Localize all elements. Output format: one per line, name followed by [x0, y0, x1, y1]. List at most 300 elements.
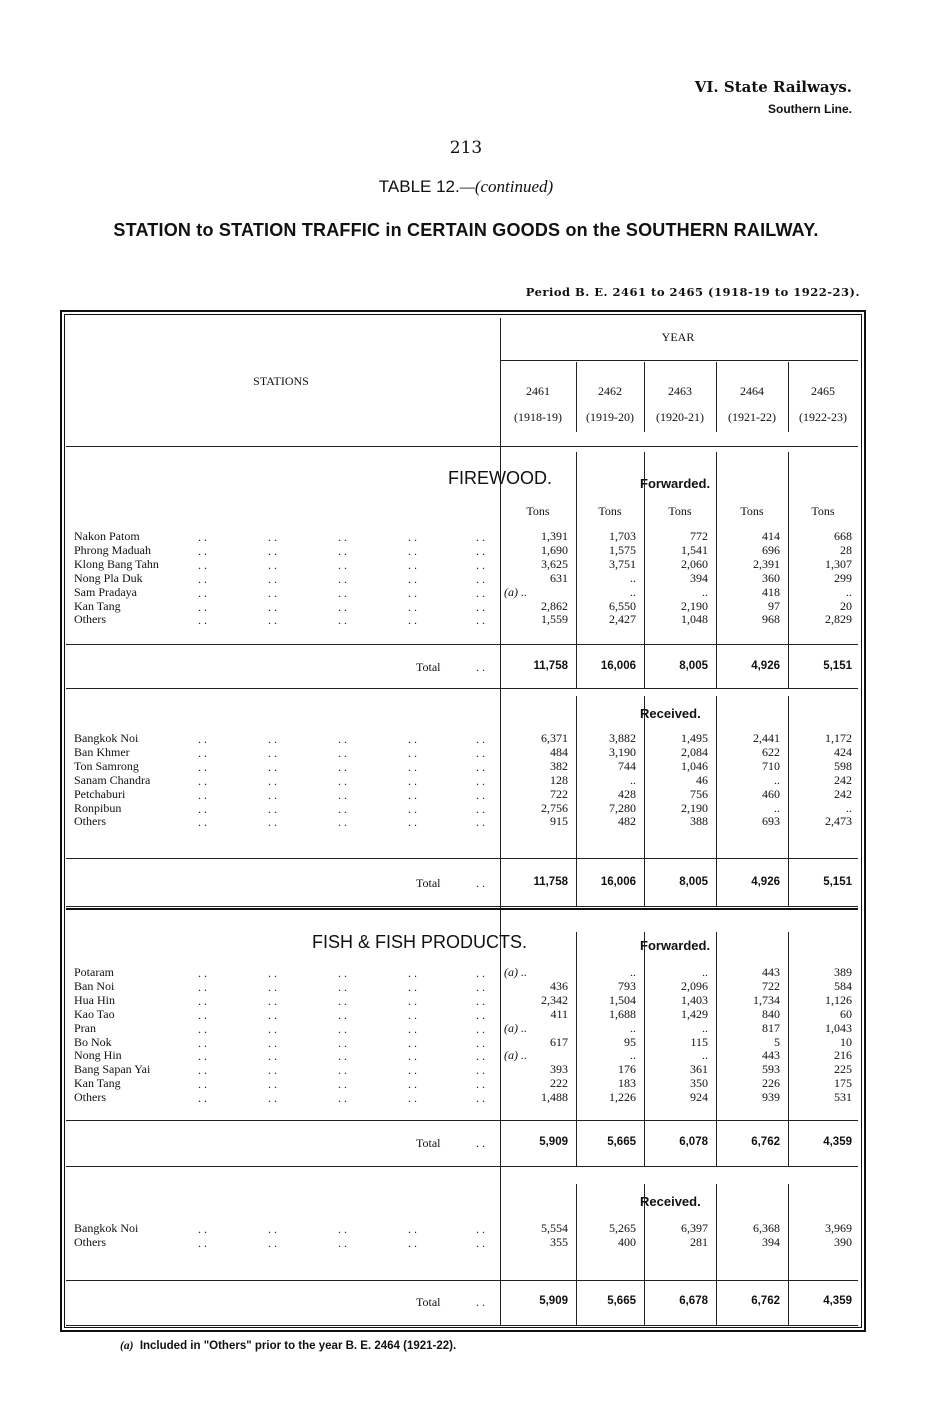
station-name: Sam Pradaya	[74, 584, 137, 599]
running-header	[695, 78, 852, 116]
table-cell: 424	[834, 744, 852, 759]
table-cell: 5,554	[541, 1221, 568, 1235]
table-cell: 2,441	[753, 731, 780, 745]
leader-dots: . .	[338, 557, 347, 572]
row-rule	[66, 1166, 858, 1167]
column-rule	[576, 362, 577, 432]
year-ad-2465: (1922-23)	[799, 410, 847, 424]
table-cell: 2,342	[541, 992, 568, 1007]
leader-dots: . .	[268, 1049, 277, 1064]
footnote	[120, 1340, 456, 1352]
table-cell: 6,550	[609, 598, 636, 613]
column-rule	[644, 362, 645, 432]
year-2463: 2463	[668, 384, 692, 398]
leader-dots: . .	[198, 966, 207, 980]
leader-dots: . .	[408, 1063, 417, 1078]
leader-dots: . .	[198, 1049, 207, 1064]
table-cell: 360	[762, 570, 780, 585]
row-rule	[66, 446, 858, 447]
station-name: Ban Noi	[74, 978, 115, 993]
table-cell: ..	[630, 1048, 636, 1063]
total-cell: 8,005	[679, 876, 708, 888]
leader-dots: . .	[476, 543, 485, 558]
total-cell: 16,006	[600, 876, 636, 888]
leader-dots: . .	[408, 599, 417, 614]
note-mark: (a) ..	[504, 1048, 527, 1063]
total-cell: 8,005	[679, 660, 708, 672]
leader-dots: . .	[338, 745, 347, 760]
leader-dots: . .	[268, 745, 277, 760]
station-name: Others	[74, 612, 106, 627]
leader-dots: . .	[476, 876, 485, 890]
row-rule	[66, 644, 858, 645]
table-cell: 361	[690, 1062, 708, 1077]
leader-dots: . .	[198, 613, 207, 628]
table-cell: 382	[550, 758, 568, 773]
table-cell: ..	[702, 965, 708, 979]
row-rule	[66, 908, 858, 910]
station-name: Bang Sapan Yai	[74, 1062, 151, 1077]
table-cell: 460	[762, 786, 780, 801]
leader-dots: . .	[338, 732, 347, 746]
year-2462: 2462	[598, 384, 622, 398]
table-cell: 1,495	[681, 731, 708, 745]
table-cell: 793	[618, 978, 636, 993]
leader-dots: . .	[476, 1035, 485, 1050]
total-cell: 16,006	[600, 660, 636, 672]
leader-dots: . .	[198, 787, 207, 802]
table-cell: 2,190	[681, 598, 708, 613]
table-cell: 443	[762, 965, 780, 979]
station-name: Ban Khmer	[74, 744, 130, 759]
leader-dots: . .	[408, 613, 417, 628]
leader-dots: . .	[198, 530, 207, 544]
table-cell: 175	[834, 1076, 852, 1091]
total-cell: 6,762	[751, 1136, 780, 1148]
table-cell: 226	[762, 1076, 780, 1091]
table-cell: 1,504	[609, 992, 636, 1007]
leader-dots: . .	[338, 599, 347, 614]
note-mark: (a) ..	[504, 965, 527, 979]
leader-dots: . .	[476, 557, 485, 572]
station-name: Hua Hin	[74, 992, 115, 1007]
row-rule	[500, 360, 858, 361]
leader-dots: . .	[338, 530, 347, 544]
table-cell: 299	[834, 570, 852, 585]
firewood-section-title: FIREWOOD.	[448, 468, 552, 488]
table-cell: 1,703	[609, 529, 636, 543]
leader-dots: . .	[338, 1077, 347, 1092]
stations-header: STATIONS	[253, 374, 309, 388]
leader-dots: . .	[338, 1091, 347, 1106]
table-cell: 1,575	[609, 542, 636, 557]
leader-dots: . .	[408, 1021, 417, 1036]
leader-dots: . .	[338, 1063, 347, 1078]
leader-dots: . .	[268, 1007, 277, 1022]
leader-dots: . .	[198, 993, 207, 1008]
table-cell: 1,541	[681, 542, 708, 557]
table-cell: 598	[834, 758, 852, 773]
table-cell: 744	[618, 758, 636, 773]
leader-dots: . .	[338, 815, 347, 830]
table-cell: 1,488	[541, 1090, 568, 1105]
table-cell: 531	[834, 1090, 852, 1105]
leader-dots: . .	[268, 599, 277, 614]
leader-dots: . .	[268, 585, 277, 600]
table-cell: 28	[840, 542, 852, 557]
table-cell: 60	[840, 1006, 852, 1021]
unit-label: Tons	[526, 504, 550, 518]
table-cell: 2,096	[681, 978, 708, 993]
leader-dots: . .	[408, 966, 417, 980]
footnote-mark: (a)	[120, 1340, 134, 1352]
firewood-forwarded-label: Forwarded.	[640, 476, 711, 491]
table-cell: 1,172	[825, 731, 852, 745]
leader-dots: . .	[198, 759, 207, 774]
leader-dots: . .	[476, 745, 485, 760]
station-name: Bo Nok	[74, 1034, 112, 1049]
table-cell: 1,690	[541, 542, 568, 557]
table-cell: 2,391	[753, 556, 780, 571]
station-name: Sanam Chandra	[74, 772, 151, 787]
leader-dots: . .	[198, 801, 207, 816]
total-label: Total	[416, 876, 441, 890]
table-cell: 10	[840, 1034, 852, 1049]
leader-dots: . .	[476, 599, 485, 614]
column-rule	[716, 932, 717, 1166]
table-cell: 840	[762, 1006, 780, 1021]
table-cell: 1,043	[825, 1020, 852, 1035]
table-cell: 216	[834, 1048, 852, 1063]
leader-dots: . .	[268, 1222, 277, 1236]
table-cell: 418	[762, 584, 780, 599]
period-line: Period B. E. 2461 to 2465 (1918-19 to 1922-23).	[525, 285, 860, 299]
table-cell: 394	[762, 1234, 780, 1249]
footnote-text: Included in "Others" prior to the year B. E. 2464 (1921-22).	[139, 1340, 457, 1352]
table-cell: 6,368	[753, 1221, 780, 1235]
table-cell: 389	[834, 965, 852, 979]
leader-dots: . .	[476, 732, 485, 746]
table-cell: 2,084	[681, 744, 708, 759]
table-cell: 388	[690, 814, 708, 829]
leader-dots: . .	[408, 585, 417, 600]
table-cell: 668	[834, 529, 852, 543]
column-rule	[788, 362, 789, 432]
leader-dots: . .	[198, 1077, 207, 1092]
leader-dots: . .	[268, 557, 277, 572]
table-cell: 1,403	[681, 992, 708, 1007]
table-cell: 95	[624, 1034, 636, 1049]
leader-dots: . .	[408, 1235, 417, 1250]
unit-label: Tons	[668, 504, 692, 518]
leader-dots: . .	[408, 1077, 417, 1092]
year-2465: 2465	[811, 384, 835, 398]
table-cell: 617	[550, 1034, 568, 1049]
station-name: Kan Tang	[74, 598, 121, 613]
table-cell: ..	[630, 1020, 636, 1035]
station-name: Ronpibun	[74, 800, 122, 815]
leader-dots: . .	[338, 773, 347, 788]
leader-dots: . .	[198, 1235, 207, 1250]
leader-dots: . .	[338, 759, 347, 774]
leader-dots: . .	[198, 745, 207, 760]
leader-dots: . .	[338, 1007, 347, 1022]
table-cell: 2,862	[541, 598, 568, 613]
firewood-received-label: Received.	[640, 706, 701, 721]
table-cell: 393	[550, 1062, 568, 1077]
table-cell: ..	[702, 1048, 708, 1063]
total-cell: 5,909	[539, 1136, 568, 1148]
year-ad-2463: (1920-21)	[656, 410, 704, 424]
table-cell: 428	[618, 786, 636, 801]
station-name: Bangkok Noi	[74, 731, 139, 745]
total-cell: 11,758	[533, 660, 568, 672]
leader-dots: . .	[338, 801, 347, 816]
leader-dots: . .	[476, 801, 485, 816]
leader-dots: . .	[476, 787, 485, 802]
total-cell: 5,151	[823, 660, 852, 672]
table-cell: 817	[762, 1020, 780, 1035]
leader-dots: . .	[408, 543, 417, 558]
leader-dots: . .	[268, 815, 277, 830]
table-cell: 722	[550, 786, 568, 801]
table-cell: 436	[550, 978, 568, 993]
table-cell: 400	[618, 1234, 636, 1249]
table-cell: 593	[762, 1062, 780, 1077]
station-name: Kan Tang	[74, 1076, 121, 1091]
total-label: Total	[416, 1295, 441, 1309]
leader-dots: . .	[198, 1007, 207, 1022]
leader-dots: . .	[268, 1035, 277, 1050]
table-cell: 6,397	[681, 1221, 708, 1235]
leader-dots: . .	[268, 993, 277, 1008]
year-header: YEAR	[661, 330, 695, 344]
year-2461: 2461	[526, 384, 550, 398]
table-cell: ..	[774, 772, 780, 787]
leader-dots: . .	[338, 979, 347, 994]
leader-dots: . .	[268, 773, 277, 788]
leader-dots: . .	[338, 1235, 347, 1250]
station-name: Others	[74, 814, 106, 829]
leader-dots: . .	[198, 543, 207, 558]
year-ad-2464: (1921-22)	[728, 410, 776, 424]
table-cell: 1,688	[609, 1006, 636, 1021]
column-rule	[576, 1184, 577, 1325]
leader-dots: . .	[408, 815, 417, 830]
leader-dots: . .	[268, 979, 277, 994]
table-continued: —(continued)	[459, 177, 554, 196]
total-cell: 4,359	[823, 1136, 852, 1148]
table-cell: 2,756	[541, 800, 568, 815]
leader-dots: . .	[476, 1021, 485, 1036]
table-cell: 1,126	[825, 992, 852, 1007]
leader-dots: . .	[268, 543, 277, 558]
leader-dots: . .	[268, 787, 277, 802]
leader-dots: . .	[476, 1136, 485, 1150]
unit-label: Tons	[598, 504, 622, 518]
leader-dots: . .	[268, 530, 277, 544]
leader-dots: . .	[476, 585, 485, 600]
table-cell: 3,751	[609, 556, 636, 571]
station-name: Bangkok Noi	[74, 1221, 139, 1235]
table-cell: 128	[550, 772, 568, 787]
table-cell: 1,307	[825, 556, 852, 571]
fish-received-label: Received.	[640, 1194, 701, 1209]
table-cell: 924	[690, 1090, 708, 1105]
station-name: Others	[74, 1234, 106, 1249]
leader-dots: . .	[338, 1222, 347, 1236]
leader-dots: . .	[476, 1077, 485, 1092]
table-cell: ..	[630, 584, 636, 599]
leader-dots: . .	[268, 759, 277, 774]
table-cell: 482	[618, 814, 636, 829]
row-rule	[66, 858, 858, 859]
column-rule	[716, 696, 717, 906]
leader-dots: . .	[338, 543, 347, 558]
leader-dots: . .	[408, 1222, 417, 1236]
leader-dots: . .	[476, 660, 485, 674]
unit-label: Tons	[740, 504, 764, 518]
leader-dots: . .	[268, 571, 277, 586]
table-cell: 7,280	[609, 800, 636, 815]
column-rule	[576, 452, 577, 688]
station-name: Others	[74, 1090, 106, 1105]
leader-dots: . .	[338, 1021, 347, 1036]
leader-dots: . .	[338, 993, 347, 1008]
year-2464: 2464	[740, 384, 764, 398]
leader-dots: . .	[476, 1235, 485, 1250]
station-name: Petchaburi	[74, 786, 126, 801]
table-cell: 242	[834, 772, 852, 787]
total-cell: 11,758	[533, 876, 568, 888]
column-rule	[576, 932, 577, 1166]
column-rule	[644, 1184, 645, 1325]
leader-dots: . .	[268, 966, 277, 980]
column-rule	[576, 696, 577, 906]
station-name: Klong Bang Tahn	[74, 556, 159, 571]
table-cell: ..	[846, 800, 852, 815]
leader-dots: . .	[408, 1035, 417, 1050]
leader-dots: . .	[408, 1049, 417, 1064]
table-cell: 6,371	[541, 731, 568, 745]
leader-dots: . .	[338, 1035, 347, 1050]
column-rule	[788, 1184, 789, 1325]
leader-dots: . .	[198, 557, 207, 572]
column-rule	[644, 452, 645, 688]
leader-dots: . .	[338, 787, 347, 802]
leader-dots: . .	[408, 530, 417, 544]
leader-dots: . .	[476, 773, 485, 788]
station-name: Ton Samrong	[74, 758, 139, 773]
station-name: Potaram	[74, 965, 114, 979]
leader-dots: . .	[198, 773, 207, 788]
station-name: Nong Hin	[74, 1048, 122, 1063]
table-cell: 693	[762, 814, 780, 829]
table-label	[0, 177, 932, 197]
table-number: TABLE 12.	[378, 177, 460, 196]
table-cell: 3,625	[541, 556, 568, 571]
table-cell: 20	[840, 598, 852, 613]
table-cell: ..	[630, 965, 636, 979]
table-cell: 756	[690, 786, 708, 801]
leader-dots: . .	[408, 979, 417, 994]
leader-dots: . .	[198, 1222, 207, 1236]
total-cell: 5,151	[823, 876, 852, 888]
station-name: Pran	[74, 1020, 96, 1035]
leader-dots: . .	[338, 966, 347, 980]
column-rule	[788, 452, 789, 688]
table-cell: 176	[618, 1062, 636, 1077]
leader-dots: . .	[198, 1035, 207, 1050]
leader-dots: . .	[408, 732, 417, 746]
table-cell: 2,427	[609, 612, 636, 627]
leader-dots: . .	[476, 613, 485, 628]
leader-dots: . .	[408, 1007, 417, 1022]
table-cell: ..	[702, 584, 708, 599]
column-rule	[716, 452, 717, 688]
leader-dots: . .	[476, 966, 485, 980]
note-mark: (a) ..	[504, 1020, 527, 1035]
total-cell: 6,678	[679, 1295, 708, 1307]
table-cell: 414	[762, 529, 780, 543]
table-cell: 1,226	[609, 1090, 636, 1105]
table-cell: ..	[846, 584, 852, 599]
leader-dots: . .	[476, 759, 485, 774]
table-cell: ..	[630, 570, 636, 585]
total-cell: 5,909	[539, 1295, 568, 1307]
total-cell: 6,078	[679, 1136, 708, 1148]
leader-dots: . .	[408, 1091, 417, 1106]
row-rule	[66, 1325, 858, 1326]
leader-dots: . .	[476, 1007, 485, 1022]
leader-dots: . .	[408, 759, 417, 774]
leader-dots: . .	[408, 571, 417, 586]
total-label: Total	[416, 660, 441, 674]
leader-dots: . .	[338, 585, 347, 600]
total-cell: 4,926	[751, 660, 780, 672]
leader-dots: . .	[476, 1063, 485, 1078]
leader-dots: . .	[338, 571, 347, 586]
table-cell: ..	[630, 772, 636, 787]
table-cell: 3,190	[609, 744, 636, 759]
table-cell: 242	[834, 786, 852, 801]
table-cell: 710	[762, 758, 780, 773]
table-cell: 355	[550, 1234, 568, 1249]
table-cell: 225	[834, 1062, 852, 1077]
table-cell: 390	[834, 1234, 852, 1249]
column-rule	[716, 1184, 717, 1325]
line-name: Southern Line.	[768, 102, 852, 116]
table-cell: 1,734	[753, 992, 780, 1007]
leader-dots: . .	[268, 1091, 277, 1106]
leader-dots: . .	[476, 1091, 485, 1106]
table-cell: 411	[550, 1006, 568, 1021]
total-cell: 5,665	[607, 1136, 636, 1148]
leader-dots: . .	[476, 571, 485, 586]
table-cell: 222	[550, 1076, 568, 1091]
table-cell: 1,048	[681, 612, 708, 627]
column-rule	[716, 362, 717, 432]
table-cell: 2,473	[825, 814, 852, 829]
total-label: Total	[416, 1136, 441, 1150]
table-cell: 696	[762, 542, 780, 557]
table-cell: 2,829	[825, 612, 852, 627]
leader-dots: . .	[268, 732, 277, 746]
leader-dots: . .	[268, 1235, 277, 1250]
table-title: STATION to STATION TRAFFIC in CERTAIN GOODS on the SOUTHERN RAILWAY.	[113, 220, 819, 240]
table-cell: 350	[690, 1076, 708, 1091]
column-rule	[788, 932, 789, 1166]
